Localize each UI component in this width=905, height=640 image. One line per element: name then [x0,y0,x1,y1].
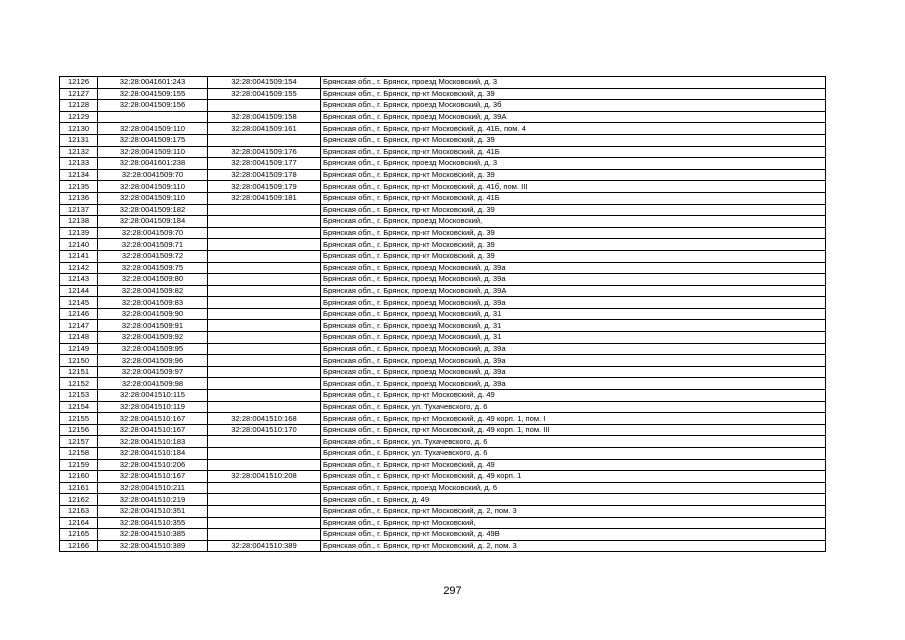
address-cell: Брянская обл., г. Брянск, пр-кт Московский, д. 49 [321,459,826,471]
cadastral-number-cell: 32:28:0041510:183 [98,436,208,448]
table-row [60,158,826,170]
row-number-cell: 12135 [60,181,98,193]
table-row [60,297,826,309]
cadastral-number-cell: 32:28:0041601:243 [98,77,208,89]
address-cell: Брянская обл., г. Брянск, пр-кт Московский, [321,517,826,529]
address-cell: Брянская обл., г. Брянск, пр-кт Московский, д. 49В [321,529,826,541]
cadastral-number-cell: 32:28:0041509:184 [98,216,208,228]
address-cell: Брянская обл., г. Брянск, проезд Московский, д. 3б [321,100,826,112]
parent-cadastral-number-cell [208,216,321,228]
table-row [60,436,826,448]
cadastral-number-cell: 32:28:0041601:238 [98,158,208,170]
table-row [60,262,826,274]
row-number-cell: 12137 [60,204,98,216]
row-number-cell: 12162 [60,494,98,506]
table-row [60,471,826,483]
parent-cadastral-number-cell [208,250,321,262]
table-row [60,274,826,286]
parent-cadastral-number-cell [208,401,321,413]
parent-cadastral-number-cell [208,274,321,286]
row-number-cell: 12166 [60,540,98,552]
registry-table-body [60,77,826,552]
table-row [60,111,826,123]
table-row [60,134,826,146]
cadastral-number-cell: 32:28:0041509:110 [98,146,208,158]
parent-cadastral-number-cell [208,517,321,529]
parent-cadastral-number-cell: 32:28:0041510:168 [208,413,321,425]
row-number-cell: 12128 [60,100,98,112]
cadastral-number-cell: 32:28:0041509:110 [98,192,208,204]
cadastral-number-cell: 32:28:0041509:83 [98,297,208,309]
table-row [60,77,826,89]
address-cell: Брянская обл., г. Брянск, пр-кт Московский, д. 49 корп. 1, пом. I [321,413,826,425]
address-cell: Брянская обл., г. Брянск, проезд Московский, д. 39а [321,274,826,286]
row-number-cell: 12161 [60,482,98,494]
parent-cadastral-number-cell [208,343,321,355]
row-number-cell: 12146 [60,308,98,320]
cadastral-number-cell: 32:28:0041510:206 [98,459,208,471]
cadastral-number-cell: 32:28:0041510:219 [98,494,208,506]
parent-cadastral-number-cell [208,239,321,251]
cadastral-number-cell: 32:28:0041509:72 [98,250,208,262]
parent-cadastral-number-cell [208,390,321,402]
parent-cadastral-number-cell: 32:28:0041509:176 [208,146,321,158]
cadastral-number-cell: 32:28:0041510:211 [98,482,208,494]
parent-cadastral-number-cell [208,332,321,344]
table-row [60,505,826,517]
table-row [60,494,826,506]
row-number-cell: 12140 [60,239,98,251]
address-cell: Брянская обл., г. Брянск, ул. Тухачевского, д. 6 [321,436,826,448]
parent-cadastral-number-cell [208,529,321,541]
page-number: 297 [443,585,462,597]
row-number-cell: 12157 [60,436,98,448]
address-cell: Брянская обл., г. Брянск, проезд Московский, д. 39а [321,366,826,378]
cadastral-number-cell: 32:28:0041510:389 [98,540,208,552]
row-number-cell: 12145 [60,297,98,309]
table-row [60,390,826,402]
parent-cadastral-number-cell: 32:28:0041509:154 [208,77,321,89]
table-row [60,320,826,332]
parent-cadastral-number-cell: 32:28:0041510:208 [208,471,321,483]
row-number-cell: 12131 [60,134,98,146]
cadastral-number-cell: 32:28:0041509:82 [98,285,208,297]
table-row [60,192,826,204]
row-number-cell: 12127 [60,88,98,100]
parent-cadastral-number-cell [208,320,321,332]
address-cell: Брянская обл., г. Брянск, пр-кт Московский, д. 41Б [321,146,826,158]
address-cell: Брянская обл., г. Брянск, д. 49 [321,494,826,506]
table-row [60,332,826,344]
parent-cadastral-number-cell: 32:28:0041509:158 [208,111,321,123]
parent-cadastral-number-cell [208,494,321,506]
parent-cadastral-number-cell [208,204,321,216]
address-cell: Брянская обл., г. Брянск, ул. Тухачевского, д. 6 [321,401,826,413]
cadastral-number-cell: 32:28:0041509:90 [98,308,208,320]
row-number-cell: 12152 [60,378,98,390]
cadastral-number-cell: 32:28:0041509:91 [98,320,208,332]
cadastral-number-cell: 32:28:0041510:167 [98,471,208,483]
table-row [60,239,826,251]
table-row [60,424,826,436]
parent-cadastral-number-cell: 32:28:0041509:161 [208,123,321,135]
table-row [60,343,826,355]
cadastral-number-cell: 32:28:0041509:156 [98,100,208,112]
parent-cadastral-number-cell [208,227,321,239]
table-row [60,366,826,378]
address-cell: Брянская обл., г. Брянск, проезд Московский, д. 39а [321,355,826,367]
table-row [60,517,826,529]
row-number-cell: 12155 [60,413,98,425]
cadastral-number-cell: 32:28:0041509:155 [98,88,208,100]
row-number-cell: 12165 [60,529,98,541]
row-number-cell: 12154 [60,401,98,413]
table-row [60,169,826,181]
cadastral-number-cell: 32:28:0041509:80 [98,274,208,286]
address-cell: Брянская обл., г. Брянск, проезд Московский, д. 39А [321,111,826,123]
table-row [60,401,826,413]
table-row [60,100,826,112]
row-number-cell: 12130 [60,123,98,135]
parent-cadastral-number-cell [208,285,321,297]
parent-cadastral-number-cell: 32:28:0041510:389 [208,540,321,552]
address-cell: Брянская обл., г. Брянск, проезд Московский, д. 31 [321,332,826,344]
table-row [60,355,826,367]
row-number-cell: 12136 [60,192,98,204]
address-cell: Брянская обл., г. Брянск, проезд Московский, д. 39а [321,297,826,309]
cadastral-number-cell: 32:28:0041510:115 [98,390,208,402]
address-cell: Брянская обл., г. Брянск, пр-кт Московский, д. 49 [321,390,826,402]
parent-cadastral-number-cell [208,366,321,378]
address-cell: Брянская обл., г. Брянск, проезд Московский, д. 3 [321,158,826,170]
row-number-cell: 12149 [60,343,98,355]
address-cell: Брянская обл., г. Брянск, пр-кт Московский, д. 39 [321,204,826,216]
cadastral-number-cell: 32:28:0041509:75 [98,262,208,274]
table-row [60,529,826,541]
cadastral-number-cell: 32:28:0041510:351 [98,505,208,517]
table-row [60,285,826,297]
table-row [60,378,826,390]
table-row [60,204,826,216]
row-number-cell: 12134 [60,169,98,181]
cadastral-number-cell: 32:28:0041509:182 [98,204,208,216]
row-number-cell: 12150 [60,355,98,367]
parent-cadastral-number-cell [208,436,321,448]
row-number-cell: 12151 [60,366,98,378]
cadastral-number-cell: 32:28:0041509:175 [98,134,208,146]
parent-cadastral-number-cell: 32:28:0041509:181 [208,192,321,204]
address-cell: Брянская обл., г. Брянск, пр-кт Московский, д. 41Б, пом. 4 [321,123,826,135]
address-cell: Брянская обл., г. Брянск, пр-кт Московский, д. 39 [321,250,826,262]
cadastral-number-cell [98,111,208,123]
registry-table [59,76,826,552]
cadastral-number-cell: 32:28:0041509:110 [98,181,208,193]
cadastral-number-cell: 32:28:0041510:167 [98,424,208,436]
address-cell: Брянская обл., г. Брянск, пр-кт Московский, д. 41Б [321,192,826,204]
address-cell: Брянская обл., г. Брянск, пр-кт Московский, д. 39 [321,239,826,251]
cadastral-number-cell: 32:28:0041509:70 [98,227,208,239]
table-row [60,216,826,228]
cadastral-number-cell: 32:28:0041509:70 [98,169,208,181]
address-cell: Брянская обл., г. Брянск, ул. Тухачевского, д. 6 [321,448,826,460]
row-number-cell: 12156 [60,424,98,436]
table-row [60,88,826,100]
cadastral-number-cell: 32:28:0041510:119 [98,401,208,413]
cadastral-number-cell: 32:28:0041510:167 [98,413,208,425]
address-cell: Брянская обл., г. Брянск, пр-кт Московский, д. 2, пом. 3 [321,540,826,552]
parent-cadastral-number-cell: 32:28:0041509:179 [208,181,321,193]
address-cell: Брянская обл., г. Брянск, проезд Московский, д. 6 [321,482,826,494]
cadastral-number-cell: 32:28:0041510:355 [98,517,208,529]
address-cell: Брянская обл., г. Брянск, пр-кт Московский, д. 49 корп. 1, пом. III [321,424,826,436]
row-number-cell: 12126 [60,77,98,89]
row-number-cell: 12129 [60,111,98,123]
cadastral-number-cell: 32:28:0041509:92 [98,332,208,344]
table-row [60,146,826,158]
row-number-cell: 12164 [60,517,98,529]
parent-cadastral-number-cell [208,355,321,367]
table-row [60,448,826,460]
cadastral-number-cell: 32:28:0041510:385 [98,529,208,541]
address-cell: Брянская обл., г. Брянск, пр-кт Московский, д. 41б, пом. III [321,181,826,193]
parent-cadastral-number-cell [208,448,321,460]
row-number-cell: 12139 [60,227,98,239]
address-cell: Брянская обл., г. Брянск, пр-кт Московский, д. 39 [321,88,826,100]
row-number-cell: 12159 [60,459,98,471]
parent-cadastral-number-cell: 32:28:0041510:170 [208,424,321,436]
parent-cadastral-number-cell: 32:28:0041509:178 [208,169,321,181]
address-cell: Брянская обл., г. Брянск, пр-кт Московский, д. 2, пом. 3 [321,505,826,517]
row-number-cell: 12153 [60,390,98,402]
row-number-cell: 12148 [60,332,98,344]
table-row [60,181,826,193]
parent-cadastral-number-cell: 32:28:0041509:155 [208,88,321,100]
address-cell: Брянская обл., г. Брянск, проезд Московский, д. 39а [321,343,826,355]
row-number-cell: 12142 [60,262,98,274]
table-row [60,413,826,425]
address-cell: Брянская обл., г. Брянск, проезд Московский, д. 39а [321,378,826,390]
parent-cadastral-number-cell [208,505,321,517]
parent-cadastral-number-cell [208,262,321,274]
parent-cadastral-number-cell [208,134,321,146]
address-cell: Брянская обл., г. Брянск, проезд Московский, д. 31 [321,308,826,320]
table-row [60,459,826,471]
address-cell: Брянская обл., г. Брянск, проезд Московский, д. 3 [321,77,826,89]
parent-cadastral-number-cell [208,308,321,320]
cadastral-number-cell: 32:28:0041509:110 [98,123,208,135]
row-number-cell: 12133 [60,158,98,170]
cadastral-number-cell: 32:28:0041509:96 [98,355,208,367]
row-number-cell: 12144 [60,285,98,297]
cadastral-number-cell: 32:28:0041509:98 [98,378,208,390]
address-cell: Брянская обл., г. Брянск, проезд Московский, д. 31 [321,320,826,332]
parent-cadastral-number-cell [208,100,321,112]
row-number-cell: 12132 [60,146,98,158]
table-row [60,482,826,494]
parent-cadastral-number-cell [208,459,321,471]
parent-cadastral-number-cell [208,482,321,494]
cadastral-number-cell: 32:28:0041510:184 [98,448,208,460]
address-cell: Брянская обл., г. Брянск, пр-кт Московский, д. 39 [321,134,826,146]
row-number-cell: 12158 [60,448,98,460]
row-number-cell: 12138 [60,216,98,228]
row-number-cell: 12160 [60,471,98,483]
table-row [60,123,826,135]
address-cell: Брянская обл., г. Брянск, проезд Московский, д. 39а [321,262,826,274]
cadastral-number-cell: 32:28:0041509:95 [98,343,208,355]
row-number-cell: 12141 [60,250,98,262]
parent-cadastral-number-cell [208,378,321,390]
row-number-cell: 12147 [60,320,98,332]
address-cell: Брянская обл., г. Брянск, проезд Московский, д. 39А [321,285,826,297]
table-row [60,308,826,320]
address-cell: Брянская обл., г. Брянск, пр-кт Московский, д. 39 [321,227,826,239]
parent-cadastral-number-cell: 32:28:0041509:177 [208,158,321,170]
table-row [60,227,826,239]
row-number-cell: 12163 [60,505,98,517]
address-cell: Брянская обл., г. Брянск, проезд Московский, [321,216,826,228]
address-cell: Брянская обл., г. Брянск, пр-кт Московский, д. 49 корп. 1 [321,471,826,483]
table-row [60,250,826,262]
table-row [60,540,826,552]
row-number-cell: 12143 [60,274,98,286]
cadastral-number-cell: 32:28:0041509:71 [98,239,208,251]
cadastral-number-cell: 32:28:0041509:97 [98,366,208,378]
parent-cadastral-number-cell [208,297,321,309]
address-cell: Брянская обл., г. Брянск, пр-кт Московский, д. 39 [321,169,826,181]
